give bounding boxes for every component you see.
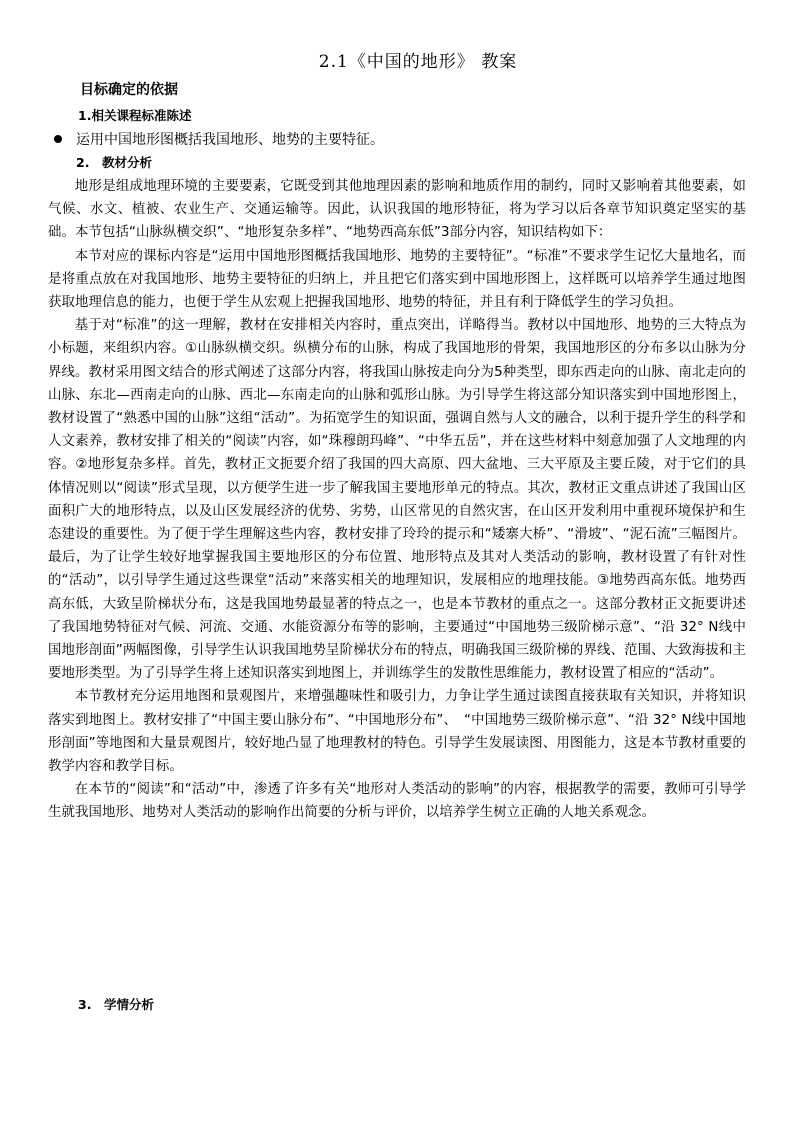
paragraph: 在本节的“阅读”和“活动”中，渗透了许多有关“地形对人类活动的影响”的内容，根据教学的需要，教师可引导学生就我国地形、地势对人类活动的影响作出简要的分析与评价，以培养学生树立正确的人地关系观念。 bbox=[48, 782, 746, 821]
subheading-curriculum-standard: 1.相关课程标准陈述 bbox=[78, 108, 192, 123]
paragraph: 本节教材充分运用地图和景观图片，来增强趣味性和吸引力，力争让学生通过读图直接获取有关知识，并将知识落实到地图上。教材安排了“中国主要山脉分布”、“中国地形分布”、 “中国地势三级阶梯示意”、“沿 32° N线中国地形剖面”等地图和大量景观图片，较好地凸显了地理教材的特色。引导学生发展读图、用图能力，这是本节教材重要的教学内容和教学目标。 bbox=[48, 689, 746, 775]
paragraph: 基于对“标准”的这一理解，教材在安排相关内容时，重点突出，详略得当。教材以中国地形、地势的三大特点为小标题，来组织内容。①山脉纵横交织。纵横分布的山脉，构成了我国地形的骨架，我国地形区的分布多以山脉为分界线。教材采用图文结合的形式阐述了这部分内容，将我国山脉按走向分为5种类型，即东西走向的山脉、南北走向的山脉、东北—西南走向的山脉、西北—东南走向的山脉和弧形山脉。为引导学生将这部分知识落实到中国地形图上，教材设置了“熟悉中国的山脉”这组“活动”。为拓宽学生的知识面，强调自然与人文的融合，以利于提升学生的科学和人文素养，教材安排了相关的“阅读”内容，如“珠穆朗玛峰”、“中华五岳”，并在这些材料中刻意加强了人文地理的内容。②地形复杂多样。首先，教材正文扼要介绍了我国的四大高原、四大盆地、三大平原及主要丘陵，对于它们的具体情况则以“阅读”形式呈现，以方便学生进一步了解我国主要地形单元的特点。其次，教材正文重点讲述了我国山区面积广大的地形特点，以及山区发展经济的优势、劣势，山区常见的自然灾害，在山区开发利用中重视环境保护和生态建设的重要性。为了便于学生理解这些内容，教材安排了玲玲的提示和“矮寨大桥”、“滑坡”、“泥石流”三幅图片。最后，为了让学生较好地掌握我国主要地形区的分布位置、地形特点及其对人类活动的影响，教材设置了有针对性的“活动”，以引导学生通过这些课堂“活动”来落实相关的地理知识，发展相应的地理技能。③地势西高东低。地势西高东低，大致呈阶梯状分布，这是我国地势最显著的特点之一，也是本节教材的重点之一。这部分教材正文扼要讲述了我国地势特征对气候、河流、交通、水能资源分布等的影响，主要通过“中国地势三级阶梯示意”、“沿 32° N线中国地形剖面”两幅图像，引导学生认识我国地势呈阶梯状分布的特点，明确我国三级阶梯的界线、范围、大致海拔和主要地形类型。为了引导学生将上述知识落实到地图上，并训练学生的发散性思维能力，教材设置了相应的“活动”。 bbox=[48, 318, 746, 682]
body-text bbox=[48, 175, 746, 825]
paragraph: 地形是组成地理环境的主要要素，它既受到其他地理因素的影响和地质作用的制约，同时又影响着其他要素，如气候、水文、植被、农业生产、交通运输等。因此，认识我国的地形特征，将为学习以后各章节知识奠定坚实的基础。本节包括“山脉纵横交织”、“地形复杂多样”、“地势西高东低”3部分内容，知识结构如下： bbox=[48, 179, 746, 241]
paragraph: 本节对应的课标内容是“运用中国地形图概括我国地形、地势的主要特征”。“标准”不要求学生记忆大量地名，而是将重点放在对我国地形、地势主要特征的归纳上，并且把它们落实到中国地形图上，这样既可以培养学生通过地图获取地理信息的能力，也便于学生从宏观上把握我国地形、地势的特征，并且有利于降低学生的学习负担。 bbox=[48, 248, 746, 311]
bullet-item bbox=[54, 129, 384, 149]
document-title: 2.1《中国的地形》 教案 bbox=[318, 52, 518, 72]
bullet-dot-icon bbox=[54, 135, 62, 143]
subheading-learner-analysis: 3. 学情分析 bbox=[78, 997, 154, 1012]
bullet-text: 运用中国地形图概括我国地形、地势的主要特征。 bbox=[76, 132, 384, 148]
section-heading: 目标确定的依据 bbox=[80, 82, 178, 98]
subheading-textbook-analysis: 2. 教材分析 bbox=[76, 155, 152, 170]
